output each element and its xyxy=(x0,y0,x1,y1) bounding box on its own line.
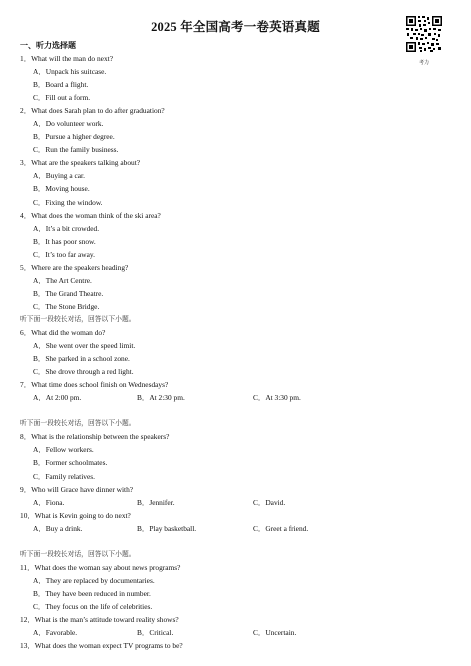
option: A．They are replaced by documentaries. xyxy=(33,575,155,585)
option: C．The Stone Bridge. xyxy=(33,301,100,311)
option: C．It’s too far away. xyxy=(33,249,95,259)
option: A．She went over the speed limit. xyxy=(33,341,136,351)
listening-instruction: 听下面一段较长对话，回答以下小题。 xyxy=(20,549,136,558)
option: B．It has poor snow. xyxy=(33,236,96,246)
option: B．She parked in a school zone. xyxy=(33,354,130,364)
qr-caption: 考力 xyxy=(418,61,429,66)
option: B．At 2:30 pm. xyxy=(137,393,185,403)
option: B．Pursue a higher degree. xyxy=(33,132,115,142)
option: B．Moving house. xyxy=(33,184,90,194)
option: C．Uncertain. xyxy=(253,628,297,638)
option: A．Do volunteer work. xyxy=(33,119,104,129)
question-12: 12．What is the man’s attitude toward reality shows? xyxy=(20,615,179,625)
option: B．The Grand Theatre. xyxy=(33,288,104,298)
option: A．At 2:00 pm. xyxy=(33,393,82,403)
options-row xyxy=(20,496,450,509)
questions-list xyxy=(20,52,450,652)
option: C．Greet a friend. xyxy=(253,523,309,533)
option: A．The Art Centre. xyxy=(33,275,92,285)
options-row xyxy=(20,626,450,639)
option: C．Family relatives. xyxy=(33,471,95,481)
option: C．Fill out a form. xyxy=(33,93,91,103)
question-2: 2．What does Sarah plan to do after graduation? xyxy=(20,106,165,116)
option: B．Former schoolmates. xyxy=(33,458,108,468)
option: C．David. xyxy=(253,497,286,507)
question-7: 7．What time does school finish on Wednesdays? xyxy=(20,380,169,390)
question-9: 9．Who will Grace have dinner with? xyxy=(20,484,134,494)
question-8: 8．What is the relationship between the speakers? xyxy=(20,432,170,442)
question-13: 13．What does the woman expect TV programs to be? xyxy=(20,641,183,651)
question-1: 1．What will the man do next? xyxy=(20,54,113,63)
option: A．Buying a car. xyxy=(33,171,85,181)
option: B．Jennifer. xyxy=(137,497,175,507)
page-title: 2025 年全国高考一卷英语真题 xyxy=(151,20,320,34)
spacer xyxy=(20,535,450,548)
listening-instruction: 听下面一段较长对话，回答以下小题。 xyxy=(20,419,136,428)
question-10: 10．What is Kevin going to do next? xyxy=(20,510,131,520)
spacer xyxy=(20,404,450,417)
option: B．Board a flight. xyxy=(33,80,89,90)
question-5: 5．Where are the speakers heading? xyxy=(20,262,129,272)
question-11: 11．What does the woman say about news programs? xyxy=(20,562,181,572)
options-row xyxy=(20,522,450,535)
option: B．They have been reduced in number. xyxy=(33,588,151,598)
option: B．Play basketball. xyxy=(137,523,197,533)
option: C．At 3:30 pm. xyxy=(253,393,301,403)
option: A．Buy a drink. xyxy=(33,523,83,533)
option: C．She drove through a red light. xyxy=(33,367,134,377)
question-4: 4．What does the woman think of the ski area? xyxy=(20,210,161,220)
option: C．They focus on the life of celebrities. xyxy=(33,601,153,611)
section-heading: 一、听力选择题 xyxy=(20,41,76,50)
option: B．Critical. xyxy=(137,628,174,638)
question-3: 3．What are the speakers talking about? xyxy=(20,158,141,168)
option: A．It’s a bit crowded. xyxy=(33,223,100,233)
question-6: 6．What did the woman do? xyxy=(20,327,106,337)
option: A．Fellow workers. xyxy=(33,445,94,455)
options-row xyxy=(20,391,450,404)
option: A．Favorable. xyxy=(33,628,78,638)
option: C．Fixing the window. xyxy=(33,197,103,207)
listening-instruction: 听下面一段较长对话，回答以下小题。 xyxy=(20,314,136,323)
option: A．Unpack his suitcase. xyxy=(33,67,107,77)
option: C．Run the family business. xyxy=(33,145,119,155)
qr-code-icon xyxy=(405,15,443,53)
option: A．Fiona. xyxy=(33,497,65,507)
